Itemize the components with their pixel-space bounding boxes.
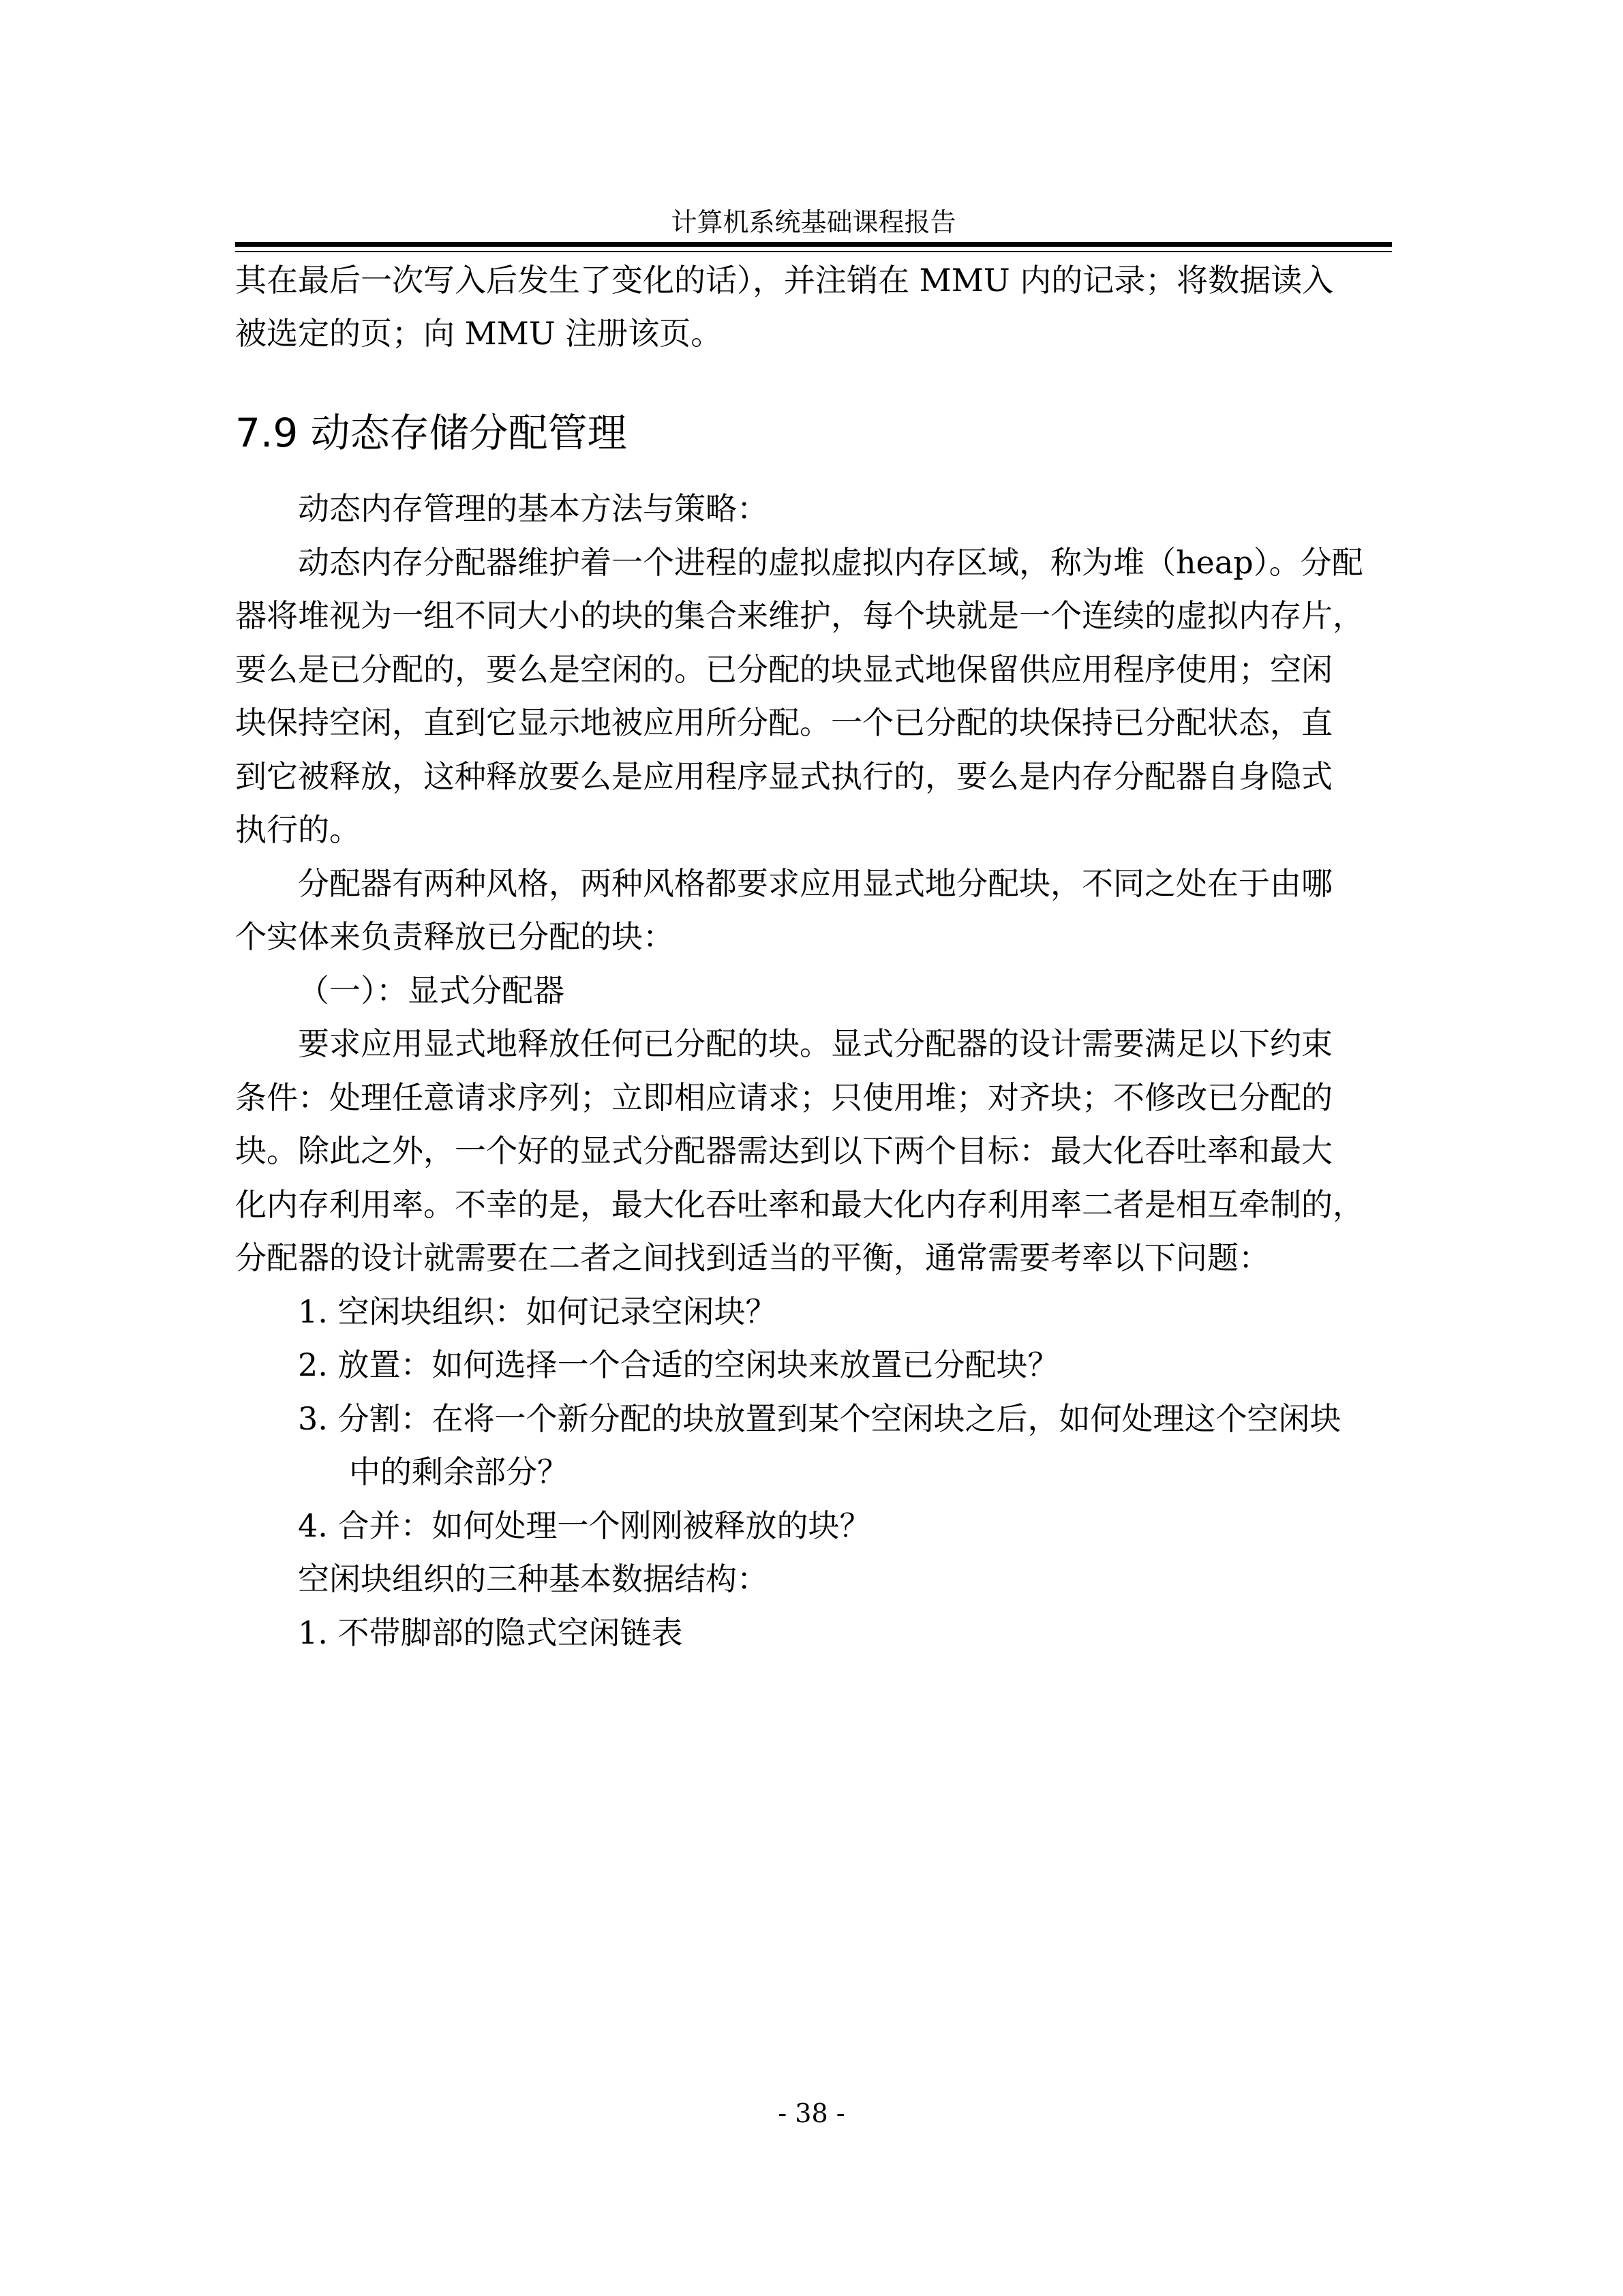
list-item: 4. 合并：如何处理一个刚刚被释放的块？ <box>298 1507 871 1544</box>
body-line: 要么是已分配的，要么是空闲的。已分配的块显式地保留供应用程序使用；空闲 <box>235 651 1333 688</box>
section-heading: 7.9 动态存储分配管理 <box>235 410 627 456</box>
body-line: 化内存利用率。不幸的是，最大化吞吐率和最大化内存利用率二者是相互牵制的， <box>235 1186 1364 1223</box>
body-line: 要求应用显式地释放任何已分配的块。显式分配器的设计需要满足以下约束 <box>298 1025 1333 1062</box>
page-number: - 38 - <box>778 2098 845 2128</box>
body-line: 其在最后一次写入后发生了变化的话），并注销在 MMU 内的记录；将数据读入 <box>235 262 1334 299</box>
header-rule <box>235 242 1392 247</box>
running-header: 计算机系统基础课程报告 <box>671 207 956 237</box>
body-line: 到它被释放，这种释放要么是应用程序显式执行的，要么是内存分配器自身隐式 <box>235 758 1333 795</box>
list-item: 1. 空闲块组织：如何记录空闲块？ <box>298 1293 777 1330</box>
body-line: 分配器的设计就需要在二者之间找到适当的平衡，通常需要考率以下问题： <box>235 1239 1270 1276</box>
list-item: 1. 不带脚部的隐式空闲链表 <box>298 1614 683 1651</box>
list-item: 2. 放置：如何选择一个合适的空闲块来放置已分配块？ <box>298 1346 1059 1383</box>
body-line: 动态内存管理的基本方法与策略： <box>298 490 768 527</box>
body-line: 空闲块组织的三种基本数据结构： <box>298 1560 768 1597</box>
body-line: 被选定的页；向 MMU 注册该页。 <box>235 315 723 352</box>
list-item: 3. 分割：在将一个新分配的块放置到某个空闲块之后，如何处理这个空闲块 <box>298 1400 1341 1437</box>
header-rule-thin <box>235 251 1392 252</box>
body-line: 器将堆视为一组不同大小的块的集合来维护，每个块就是一个连续的虚拟内存片， <box>235 597 1364 634</box>
body-line: （一）：显式分配器 <box>298 972 564 1009</box>
body-line: 动态内存分配器维护着一个进程的虚拟虚拟内存区域，称为堆（heap）。分配 <box>298 544 1363 581</box>
body-line: 分配器有两种风格，两种风格都要求应用显式地分配块，不同之处在于由哪 <box>298 865 1333 902</box>
body-line: 块。除此之外，一个好的显式分配器需达到以下两个目标：最大化吞吐率和最大 <box>235 1132 1333 1169</box>
list-item-continuation: 中的剩余部分？ <box>349 1453 568 1490</box>
body-line: 块保持空闲，直到它显示地被应用所分配。一个已分配的块保持已分配状态，直 <box>235 704 1333 741</box>
body-line: 执行的。 <box>235 811 361 848</box>
body-line: 条件：处理任意请求序列；立即相应请求；只使用堆；对齐块；不修改已分配的 <box>235 1079 1333 1116</box>
body-line: 个实体来负责释放已分配的块： <box>235 918 674 955</box>
